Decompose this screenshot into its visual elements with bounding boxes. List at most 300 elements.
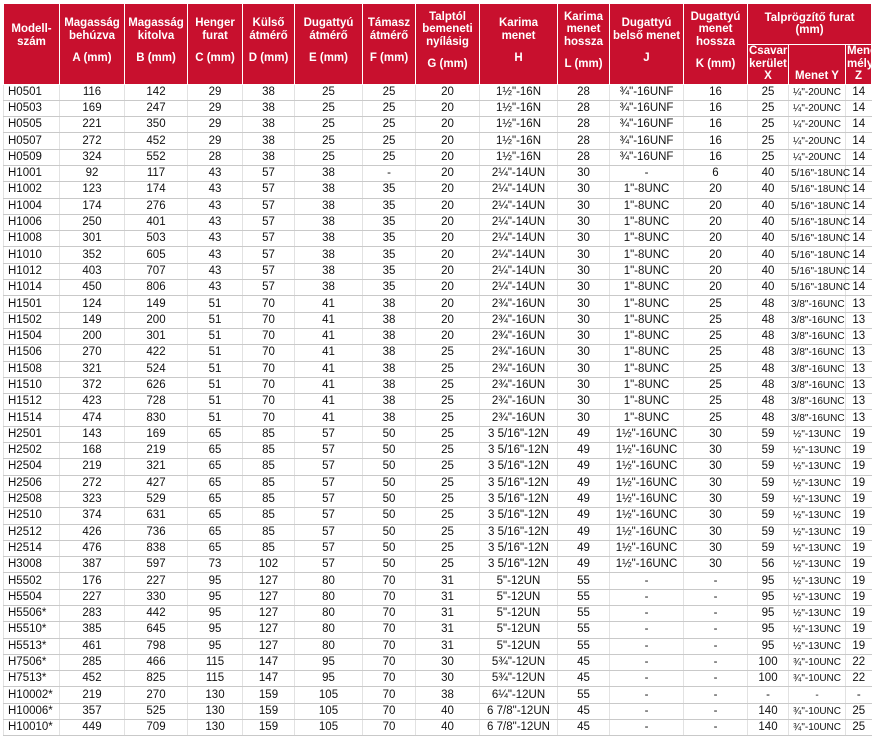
table-cell: 95 xyxy=(295,671,363,687)
table-row xyxy=(4,247,872,263)
table-cell: 25 xyxy=(684,296,748,312)
sub-col-header-z: Menet mélység Z xyxy=(847,45,893,82)
table-cell: H1504 xyxy=(4,328,60,344)
table-cell: 25 xyxy=(295,133,363,149)
table-cell: 25 xyxy=(684,312,748,328)
table-row xyxy=(4,573,872,589)
table-cell: 130 xyxy=(188,703,243,719)
table-cell: 38 xyxy=(363,312,416,328)
table-cell: 57 xyxy=(295,443,363,459)
table-cell: 57 xyxy=(243,214,295,230)
table-cell: 1"-8UNC xyxy=(610,214,684,230)
table-cell: ½"-13UNC xyxy=(789,508,846,524)
table-cell: 6¼"-12UN xyxy=(480,687,558,703)
table-cell: - xyxy=(610,654,684,670)
table-cell: ¼"-20UNC xyxy=(789,149,846,165)
table-cell: 25 xyxy=(363,100,416,116)
col-header-7: Talptól bemeneti nyílásig G (mm) xyxy=(416,4,480,85)
table-cell: 35 xyxy=(363,214,416,230)
table-cell: 51 xyxy=(188,361,243,377)
table-cell: 127 xyxy=(243,589,295,605)
table-cell: 1½"-16UNC xyxy=(610,540,684,556)
table-cell: 30 xyxy=(684,524,748,540)
table-cell: 20 xyxy=(416,117,480,133)
table-cell: 38 xyxy=(295,280,363,296)
table-cell: 387 xyxy=(60,557,125,573)
table-cell: ½"-13UNC xyxy=(789,606,846,622)
table-cell: 3/8"-16UNC xyxy=(789,328,846,344)
table-cell: 142 xyxy=(125,84,188,100)
table-cell: H0503 xyxy=(4,100,60,116)
table-cell: 2¼"-14UN xyxy=(480,165,558,181)
table-cell: 525 xyxy=(125,703,188,719)
table-row xyxy=(4,231,872,247)
table-cell: 38 xyxy=(416,687,480,703)
table-cell: 301 xyxy=(125,328,188,344)
table-cell: 38 xyxy=(243,133,295,149)
table-cell: ½"-13UNC xyxy=(789,426,846,442)
table-cell: 19 xyxy=(846,540,872,556)
table-cell: 22 xyxy=(846,671,872,687)
table-cell: 55 xyxy=(558,606,610,622)
table-cell: 19 xyxy=(846,443,872,459)
table-cell: 25 xyxy=(416,491,480,507)
table-cell: 95 xyxy=(188,622,243,638)
table-cell: 57 xyxy=(243,231,295,247)
table-cell: 41 xyxy=(295,361,363,377)
table-cell: 70 xyxy=(243,328,295,344)
table-cell: ¼"-20UNC xyxy=(789,100,846,116)
table-cell: H1506 xyxy=(4,345,60,361)
table-cell: 147 xyxy=(243,654,295,670)
table-row xyxy=(4,410,872,426)
table-cell: 117 xyxy=(125,165,188,181)
table-cell: 50 xyxy=(363,491,416,507)
table-cell: 50 xyxy=(363,524,416,540)
table-row xyxy=(4,100,872,116)
table-cell: 352 xyxy=(60,247,125,263)
table-cell: 13 xyxy=(846,361,872,377)
table-cell: 3 5/16"-12N xyxy=(480,491,558,507)
table-cell: 30 xyxy=(558,280,610,296)
table-cell: 38 xyxy=(363,410,416,426)
table-cell: 48 xyxy=(748,296,789,312)
table-cell: 3 5/16"-12N xyxy=(480,524,558,540)
table-cell: H2508 xyxy=(4,491,60,507)
table-cell: 80 xyxy=(295,606,363,622)
table-cell: 123 xyxy=(60,182,125,198)
table-cell: H10006* xyxy=(4,703,60,719)
table-cell: 1½"-16UNC xyxy=(610,459,684,475)
table-cell: 159 xyxy=(243,720,295,736)
table-cell: 2¾"-16UN xyxy=(480,312,558,328)
table-cell: 40 xyxy=(748,198,789,214)
table-cell: H1010 xyxy=(4,247,60,263)
table-cell: 159 xyxy=(243,687,295,703)
table-cell: 29 xyxy=(188,84,243,100)
table-cell: ¾"-10UNC xyxy=(789,703,846,719)
table-cell: ¾"-10UNC xyxy=(789,654,846,670)
table-cell: 176 xyxy=(60,573,125,589)
table-cell: 13 xyxy=(846,410,872,426)
table-cell: 474 xyxy=(60,410,125,426)
table-cell: 30 xyxy=(684,540,748,556)
table-cell: 709 xyxy=(125,720,188,736)
table-cell: 5¾"-12UN xyxy=(480,654,558,670)
table-cell: 25 xyxy=(748,133,789,149)
table-cell: 14 xyxy=(846,149,872,165)
table-cell: H5504 xyxy=(4,589,60,605)
table-cell: 19 xyxy=(846,426,872,442)
table-cell: 25 xyxy=(416,557,480,573)
table-cell: H5513* xyxy=(4,638,60,654)
table-cell: 200 xyxy=(60,328,125,344)
table-cell: 85 xyxy=(243,459,295,475)
table-row xyxy=(4,443,872,459)
table-cell: 41 xyxy=(295,296,363,312)
table-cell: H1004 xyxy=(4,198,60,214)
sub-col-header-y: Menet Y xyxy=(789,45,846,85)
table-cell: 552 xyxy=(125,149,188,165)
table-cell: 49 xyxy=(558,524,610,540)
table-cell: 301 xyxy=(60,231,125,247)
table-cell: 38 xyxy=(363,394,416,410)
table-cell: 2¼"-14UN xyxy=(480,231,558,247)
table-cell: 70 xyxy=(363,720,416,736)
table-cell: 20 xyxy=(416,328,480,344)
table-cell: H2501 xyxy=(4,426,60,442)
table-cell: 374 xyxy=(60,508,125,524)
table-cell: 28 xyxy=(558,84,610,100)
table-cell: 524 xyxy=(125,361,188,377)
table-cell: 41 xyxy=(295,328,363,344)
table-cell: 43 xyxy=(188,198,243,214)
table-cell: - xyxy=(610,606,684,622)
table-cell: 1½"-16N xyxy=(480,149,558,165)
table-cell: 30 xyxy=(684,508,748,524)
table-cell: ½"-13UNC xyxy=(789,459,846,475)
table-cell: 40 xyxy=(748,231,789,247)
table-cell: 707 xyxy=(125,263,188,279)
table-cell: 30 xyxy=(558,345,610,361)
table-cell: ½"-13UNC xyxy=(789,589,846,605)
table-cell: 5/16"-18UNC xyxy=(789,198,846,214)
table-cell: H2510 xyxy=(4,508,60,524)
table-cell: 55 xyxy=(558,622,610,638)
table-header xyxy=(4,4,893,85)
table-row xyxy=(4,557,872,573)
table-cell: - xyxy=(684,573,748,589)
table-cell: 65 xyxy=(188,540,243,556)
table-cell: 276 xyxy=(125,198,188,214)
table-cell: 3 5/16"-12N xyxy=(480,443,558,459)
table-cell: 728 xyxy=(125,394,188,410)
table-cell: 219 xyxy=(125,443,188,459)
table-cell: 85 xyxy=(243,426,295,442)
table-cell: 1½"-16N xyxy=(480,133,558,149)
table-cell: 51 xyxy=(188,296,243,312)
table-row xyxy=(4,84,872,100)
table-cell: 38 xyxy=(363,377,416,393)
table-cell: 838 xyxy=(125,540,188,556)
table-cell: 38 xyxy=(363,361,416,377)
table-cell: 5/16"-18UNC xyxy=(789,214,846,230)
table-cell: 2¼"-14UN xyxy=(480,263,558,279)
table-cell: 3 5/16"-12N xyxy=(480,426,558,442)
table-cell: 35 xyxy=(363,198,416,214)
table-cell: 25 xyxy=(684,377,748,393)
table-cell: 45 xyxy=(558,671,610,687)
table-cell: 19 xyxy=(846,638,872,654)
table-cell: 116 xyxy=(60,84,125,100)
table-cell: 25 xyxy=(416,394,480,410)
table-cell: 130 xyxy=(188,687,243,703)
table-cell: 29 xyxy=(188,133,243,149)
table-cell: 41 xyxy=(295,345,363,361)
table-cell: 29 xyxy=(188,100,243,116)
group-header: Talprögzítő furat (mm) xyxy=(748,4,872,45)
table-cell: 85 xyxy=(243,491,295,507)
table-cell: 56 xyxy=(748,557,789,573)
table-cell: 65 xyxy=(188,524,243,540)
table-cell: 59 xyxy=(748,524,789,540)
table-row xyxy=(4,182,872,198)
table-cell: 25 xyxy=(416,508,480,524)
table-cell: 50 xyxy=(363,508,416,524)
table-cell: 20 xyxy=(416,231,480,247)
table-cell: 30 xyxy=(684,491,748,507)
table-cell: 597 xyxy=(125,557,188,573)
table-cell: H1510 xyxy=(4,377,60,393)
table-cell: 30 xyxy=(684,557,748,573)
table-cell: 140 xyxy=(748,703,789,719)
table-cell: 35 xyxy=(363,182,416,198)
table-cell: 442 xyxy=(125,606,188,622)
table-cell: 147 xyxy=(243,671,295,687)
table-cell: 51 xyxy=(188,394,243,410)
table-cell: 50 xyxy=(363,459,416,475)
col-header-4: Külső átmérő D (mm) xyxy=(243,4,295,85)
table-cell: 174 xyxy=(125,182,188,198)
table-cell: 5/16"-18UNC xyxy=(789,182,846,198)
table-cell: 55 xyxy=(558,589,610,605)
table-cell: 25 xyxy=(363,133,416,149)
table-cell: ½"-13UNC xyxy=(789,475,846,491)
table-cell: 80 xyxy=(295,638,363,654)
table-cell: 736 xyxy=(125,524,188,540)
table-cell: 2¼"-14UN xyxy=(480,247,558,263)
table-cell: 25 xyxy=(416,459,480,475)
table-row xyxy=(4,377,872,393)
table-cell: 43 xyxy=(188,165,243,181)
table-cell: H1501 xyxy=(4,296,60,312)
table-cell: 19 xyxy=(846,524,872,540)
table-cell: H10002* xyxy=(4,687,60,703)
table-cell: - xyxy=(610,165,684,181)
table-cell: 29 xyxy=(188,117,243,133)
table-cell: 127 xyxy=(243,573,295,589)
table-cell: 1½"-16UNC xyxy=(610,524,684,540)
table-cell: 283 xyxy=(60,606,125,622)
table-cell: 40 xyxy=(748,247,789,263)
table-cell: 2¼"-14UN xyxy=(480,198,558,214)
table-cell: 38 xyxy=(243,117,295,133)
table-cell: H2514 xyxy=(4,540,60,556)
table-cell: H1002 xyxy=(4,182,60,198)
table-cell: 272 xyxy=(60,475,125,491)
table-cell: 70 xyxy=(363,638,416,654)
table-cell: 51 xyxy=(188,328,243,344)
table-cell: 3/8"-16UNC xyxy=(789,345,846,361)
table-cell: 30 xyxy=(558,214,610,230)
table-cell: 65 xyxy=(188,459,243,475)
table-row xyxy=(4,426,872,442)
table-cell: 503 xyxy=(125,231,188,247)
sub-col-header-x: Csavar kerület X xyxy=(749,45,788,82)
table-cell: 422 xyxy=(125,345,188,361)
table-cell: 1"-8UNC xyxy=(610,410,684,426)
col-header-0: Modell-szám xyxy=(4,4,60,85)
table-cell: 30 xyxy=(416,654,480,670)
table-cell: 95 xyxy=(748,589,789,605)
table-row xyxy=(4,117,872,133)
table-cell: 14 xyxy=(846,198,872,214)
table-cell: 25 xyxy=(416,540,480,556)
table-cell: 40 xyxy=(748,182,789,198)
table-cell: 16 xyxy=(684,100,748,116)
table-row xyxy=(4,524,872,540)
table-cell: 5"-12UN xyxy=(480,638,558,654)
table-cell: 3/8"-16UNC xyxy=(789,377,846,393)
table-cell: 30 xyxy=(558,247,610,263)
table-cell: 95 xyxy=(748,573,789,589)
table-cell: 2¾"-16UN xyxy=(480,328,558,344)
table-cell: 127 xyxy=(243,606,295,622)
table-cell: 5¾"-12UN xyxy=(480,671,558,687)
table-cell: H1502 xyxy=(4,312,60,328)
table-cell: - xyxy=(748,687,789,703)
col-header-10: Dugattyú belső menet J xyxy=(610,4,684,85)
table-cell: H2512 xyxy=(4,524,60,540)
table-cell: 48 xyxy=(748,394,789,410)
table-cell: ½"-13UNC xyxy=(789,540,846,556)
table-row xyxy=(4,312,872,328)
table-cell: 20 xyxy=(684,263,748,279)
table-cell: 51 xyxy=(188,312,243,328)
table-cell: ½"-13UNC xyxy=(789,443,846,459)
table-cell: 57 xyxy=(295,426,363,442)
table-cell: 127 xyxy=(243,622,295,638)
table-row xyxy=(4,671,872,687)
table-cell: 1"-8UNC xyxy=(610,182,684,198)
table-cell: 70 xyxy=(363,573,416,589)
table-cell: 270 xyxy=(60,345,125,361)
table-cell: 3 5/16"-12N xyxy=(480,459,558,475)
table-cell: H1512 xyxy=(4,394,60,410)
table-cell: 43 xyxy=(188,182,243,198)
table-cell: H2506 xyxy=(4,475,60,491)
table-cell: 80 xyxy=(295,573,363,589)
table-cell: 35 xyxy=(363,231,416,247)
table-cell: - xyxy=(363,165,416,181)
table-cell: 30 xyxy=(684,443,748,459)
table-row xyxy=(4,459,872,475)
table-cell: 5/16"-18UNC xyxy=(789,247,846,263)
table-cell: 1½"-16UNC xyxy=(610,508,684,524)
table-cell: 449 xyxy=(60,720,125,736)
table-cell: 95 xyxy=(748,638,789,654)
table-cell: 2¼"-14UN xyxy=(480,214,558,230)
table-cell: 426 xyxy=(60,524,125,540)
table-cell: 19 xyxy=(846,589,872,605)
table-cell: 285 xyxy=(60,654,125,670)
table-cell: 48 xyxy=(748,345,789,361)
table-row xyxy=(4,328,872,344)
table-cell: 476 xyxy=(60,540,125,556)
table-cell: - xyxy=(684,703,748,719)
table-cell: 174 xyxy=(60,198,125,214)
table-row xyxy=(4,296,872,312)
table-cell: 57 xyxy=(243,198,295,214)
table-cell: 169 xyxy=(125,426,188,442)
table-cell: 57 xyxy=(243,165,295,181)
table-cell: 401 xyxy=(125,214,188,230)
col-header-8: Karima menet H xyxy=(480,4,558,85)
table-cell: 20 xyxy=(416,133,480,149)
table-cell: 25 xyxy=(295,117,363,133)
table-cell: 70 xyxy=(363,622,416,638)
table-cell: 20 xyxy=(684,231,748,247)
table-cell: - xyxy=(610,622,684,638)
table-cell: 70 xyxy=(363,687,416,703)
table-cell: 30 xyxy=(684,426,748,442)
table-row xyxy=(4,638,872,654)
table-cell: 55 xyxy=(558,687,610,703)
table-cell: 57 xyxy=(295,491,363,507)
table-cell: 22 xyxy=(846,654,872,670)
table-cell: 423 xyxy=(60,394,125,410)
table-cell: - xyxy=(610,703,684,719)
table-cell: 30 xyxy=(558,231,610,247)
table-cell: 2¾"-16UN xyxy=(480,377,558,393)
table-cell: 3 5/16"-12N xyxy=(480,508,558,524)
table-cell: ½"-13UNC xyxy=(789,573,846,589)
table-row xyxy=(4,622,872,638)
table-cell: 14 xyxy=(846,214,872,230)
table-cell: 20 xyxy=(416,296,480,312)
table-cell: 14 xyxy=(846,231,872,247)
table-cell: 25 xyxy=(684,345,748,361)
table-cell: 45 xyxy=(558,654,610,670)
table-cell: 38 xyxy=(363,345,416,361)
table-cell: 5"-12UN xyxy=(480,606,558,622)
specification-table xyxy=(3,3,893,736)
table-cell: 1"-8UNC xyxy=(610,198,684,214)
table-cell: 1"-8UNC xyxy=(610,312,684,328)
table-cell: H0509 xyxy=(4,149,60,165)
table-cell: 20 xyxy=(416,100,480,116)
table-row xyxy=(4,589,872,605)
table-row xyxy=(4,703,872,719)
table-cell: 323 xyxy=(60,491,125,507)
table-cell: 14 xyxy=(846,280,872,296)
table-cell: 529 xyxy=(125,491,188,507)
table-cell: 5/16"-18UNC xyxy=(789,263,846,279)
table-cell: - xyxy=(610,589,684,605)
table-cell: 43 xyxy=(188,263,243,279)
table-cell: 20 xyxy=(416,312,480,328)
table-cell: 2¾"-16UN xyxy=(480,361,558,377)
